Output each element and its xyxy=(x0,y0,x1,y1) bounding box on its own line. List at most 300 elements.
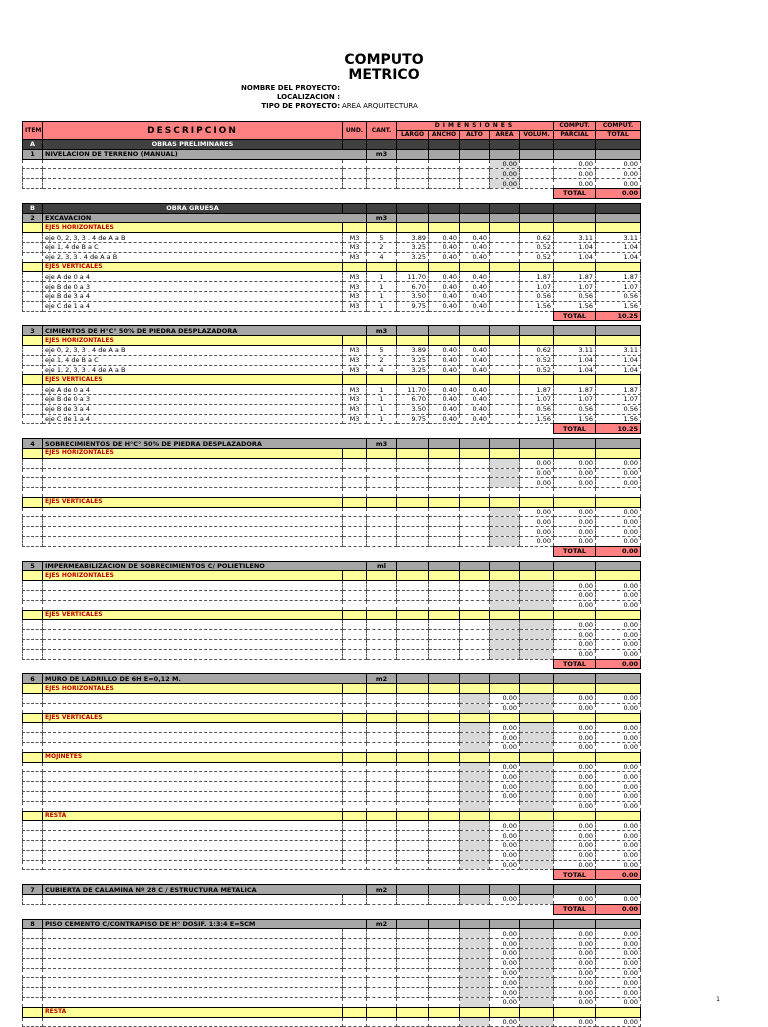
item-cell xyxy=(520,439,554,449)
cell-largo xyxy=(397,968,429,978)
cell-unit xyxy=(343,792,367,802)
cell-description xyxy=(43,831,343,841)
cell-item xyxy=(23,458,43,468)
cell-volum xyxy=(520,169,554,179)
cell-total: 0.00 xyxy=(596,782,641,792)
cell-item xyxy=(23,978,43,988)
subgroup-cell xyxy=(367,1007,397,1017)
table-row xyxy=(23,894,641,904)
subgroup-label: EJES VERTICALES xyxy=(43,610,343,620)
item-unit: m3 xyxy=(367,149,397,159)
item-cell xyxy=(596,149,641,159)
cell-largo xyxy=(397,179,429,189)
cell-parcial: 0.00 xyxy=(554,968,596,978)
subgroup-cell xyxy=(596,223,641,233)
cell-volum xyxy=(520,772,554,782)
subgroup-row xyxy=(23,684,641,694)
subgroup-cell xyxy=(343,752,367,762)
subgroup-cell xyxy=(343,684,367,694)
cell-unit: M3 xyxy=(343,355,367,365)
cell-volum xyxy=(520,801,554,811)
cell-total: 0.00 xyxy=(596,792,641,802)
cell-largo xyxy=(397,939,429,949)
item-description: PISO CEMENTO C/CONTRAPISO DE H° DOSIF. 1:3:4 E=5CM xyxy=(43,919,367,929)
section-cell xyxy=(490,203,520,213)
cell-total: 1.04 xyxy=(596,242,641,252)
cell-area xyxy=(490,291,520,301)
table-row xyxy=(23,581,641,591)
header-dimensiones: DIMENSIONES xyxy=(397,122,554,131)
cell-volum xyxy=(520,929,554,939)
item-cell xyxy=(490,149,520,159)
cell-area: 0.00 xyxy=(490,997,520,1007)
cell-largo: 3.25 xyxy=(397,242,429,252)
cell-description xyxy=(43,968,343,978)
table-row xyxy=(23,840,641,850)
cell-volum xyxy=(520,640,554,650)
subgroup-cell xyxy=(23,752,43,762)
item-cell xyxy=(554,885,596,895)
subgroup-cell xyxy=(490,262,520,272)
table-row xyxy=(23,968,641,978)
cell-item xyxy=(23,694,43,704)
cell-largo xyxy=(397,527,429,537)
item-cell xyxy=(596,439,641,449)
item-cell xyxy=(397,326,429,336)
cell-cant xyxy=(367,782,397,792)
cell-description xyxy=(43,527,343,537)
cell-cant xyxy=(367,537,397,547)
cell-description xyxy=(43,179,343,189)
subgroup-cell xyxy=(460,497,490,507)
cell-ancho xyxy=(429,958,460,968)
cell-alto xyxy=(460,958,490,968)
cell-total: 0.00 xyxy=(596,948,641,958)
cell-item xyxy=(23,894,43,904)
subgroup-row xyxy=(23,448,641,458)
item-cell xyxy=(397,885,429,895)
cell-description xyxy=(43,939,343,949)
cell-description xyxy=(43,978,343,988)
cell-description: eje C de 1 a 4 xyxy=(43,414,343,424)
item-number: 4 xyxy=(23,439,43,449)
section-row xyxy=(23,203,641,213)
cell-cant xyxy=(367,159,397,169)
table-row xyxy=(23,233,641,243)
cell-unit xyxy=(343,507,367,517)
cell-alto: 0.40 xyxy=(460,414,490,424)
cell-alto xyxy=(460,743,490,753)
cell-ancho xyxy=(429,517,460,527)
cell-ancho xyxy=(429,694,460,704)
table-row xyxy=(23,242,641,252)
section-cell xyxy=(520,140,554,150)
subgroup-label: MOJINETES xyxy=(43,752,343,762)
cell-unit xyxy=(343,782,367,792)
item-row xyxy=(23,149,641,159)
cell-volum: 0.00 xyxy=(520,537,554,547)
subgroup-cell xyxy=(23,497,43,507)
cell-volum: 0.52 xyxy=(520,355,554,365)
subgroup-cell xyxy=(23,684,43,694)
cell-parcial: 0.00 xyxy=(554,537,596,547)
subgroup-cell xyxy=(23,1007,43,1017)
total-row xyxy=(23,311,641,321)
cell-unit xyxy=(343,703,367,713)
cell-parcial: 0.00 xyxy=(554,478,596,488)
cell-description xyxy=(43,581,343,591)
cell-alto xyxy=(460,723,490,733)
total-label: TOTAL xyxy=(554,311,596,321)
cell-unit: M3 xyxy=(343,414,367,424)
cell-area xyxy=(490,282,520,292)
cell-ancho xyxy=(429,821,460,831)
cell-unit xyxy=(343,527,367,537)
cell-parcial: 0.00 xyxy=(554,600,596,610)
cell-cant xyxy=(367,948,397,958)
item-cell xyxy=(520,674,554,684)
cell-cant xyxy=(367,581,397,591)
cell-unit xyxy=(343,517,367,527)
cell-largo xyxy=(397,929,429,939)
item-cell xyxy=(429,885,460,895)
subgroup-cell xyxy=(397,497,429,507)
cell-largo xyxy=(397,894,429,904)
table-row xyxy=(23,458,641,468)
cell-cant xyxy=(367,792,397,802)
item-cell xyxy=(596,561,641,571)
subgroup-cell xyxy=(520,571,554,581)
cell-alto: 0.40 xyxy=(460,365,490,375)
cell-cant xyxy=(367,458,397,468)
cell-alto xyxy=(460,792,490,802)
cell-description xyxy=(43,762,343,772)
table-row xyxy=(23,537,641,547)
cell-ancho xyxy=(429,733,460,743)
subgroup-cell xyxy=(490,684,520,694)
cell-area xyxy=(490,620,520,630)
cell-cant xyxy=(367,831,397,841)
subgroup-row xyxy=(23,571,641,581)
subgroup-cell xyxy=(460,713,490,723)
cell-unit xyxy=(343,159,367,169)
total-row xyxy=(23,870,641,880)
section-cell xyxy=(343,203,367,213)
item-cell xyxy=(460,919,490,929)
cell-description xyxy=(43,537,343,547)
cell-alto xyxy=(460,968,490,978)
cell-area: 0.00 xyxy=(490,821,520,831)
table-row xyxy=(23,948,641,958)
cell-cant xyxy=(367,840,397,850)
table-row xyxy=(23,527,641,537)
subgroup-cell xyxy=(490,375,520,385)
cell-largo: 3.89 xyxy=(397,233,429,243)
cell-parcial: 3.11 xyxy=(554,233,596,243)
cell-description xyxy=(43,649,343,659)
cell-alto xyxy=(460,591,490,601)
cell-area xyxy=(490,488,520,498)
cell-cant xyxy=(367,762,397,772)
cell-cant xyxy=(367,1017,397,1027)
cell-parcial: 1.04 xyxy=(554,252,596,262)
cell-item xyxy=(23,233,43,243)
subgroup-cell xyxy=(429,811,460,821)
subgroup-cell xyxy=(596,375,641,385)
subgroup-cell xyxy=(554,811,596,821)
cell-volum: 0.52 xyxy=(520,252,554,262)
cell-description xyxy=(43,801,343,811)
cell-unit xyxy=(343,821,367,831)
cell-ancho xyxy=(429,978,460,988)
cell-total: 0.00 xyxy=(596,468,641,478)
cell-volum xyxy=(520,958,554,968)
cell-cant xyxy=(367,649,397,659)
cell-unit xyxy=(343,458,367,468)
subgroup-cell xyxy=(596,571,641,581)
cell-total: 0.00 xyxy=(596,478,641,488)
subgroup-cell xyxy=(520,497,554,507)
project-name-row xyxy=(0,84,340,93)
cell-total: 0.00 xyxy=(596,159,641,169)
subgroup-cell xyxy=(554,497,596,507)
cell-cant xyxy=(367,488,397,498)
cell-area: 0.00 xyxy=(490,850,520,860)
subgroup-cell xyxy=(397,811,429,821)
cell-alto xyxy=(460,458,490,468)
subgroup-cell xyxy=(520,223,554,233)
cell-area xyxy=(490,581,520,591)
cell-largo xyxy=(397,860,429,870)
cell-cant: 1 xyxy=(367,301,397,311)
cell-ancho: 0.40 xyxy=(429,385,460,395)
total-label: TOTAL xyxy=(554,546,596,556)
table-row xyxy=(23,591,641,601)
table-row xyxy=(23,694,641,704)
cell-alto xyxy=(460,640,490,650)
item-cell xyxy=(596,213,641,223)
cell-largo xyxy=(397,620,429,630)
table-row xyxy=(23,997,641,1007)
table-row xyxy=(23,1017,641,1027)
cell-description: eje B de 0 a 3 xyxy=(43,394,343,404)
cell-alto xyxy=(460,694,490,704)
section-cell xyxy=(596,140,641,150)
cell-unit xyxy=(343,694,367,704)
cell-alto xyxy=(460,159,490,169)
subgroup-cell xyxy=(23,223,43,233)
cell-total: 3.11 xyxy=(596,233,641,243)
cell-cant: 1 xyxy=(367,272,397,282)
subgroup-cell xyxy=(23,610,43,620)
cell-item xyxy=(23,291,43,301)
cell-alto xyxy=(460,801,490,811)
total-value: 0.00 xyxy=(596,546,641,556)
cell-description xyxy=(43,929,343,939)
cell-ancho xyxy=(429,581,460,591)
cell-cant xyxy=(367,517,397,527)
header-largo: LARGO xyxy=(397,131,429,140)
table-row xyxy=(23,365,641,375)
cell-parcial: 0.00 xyxy=(554,517,596,527)
cell-total: 0.00 xyxy=(596,694,641,704)
cell-volum xyxy=(520,694,554,704)
cell-total: 0.00 xyxy=(596,723,641,733)
cell-volum xyxy=(520,581,554,591)
cell-largo xyxy=(397,733,429,743)
cell-ancho: 0.40 xyxy=(429,252,460,262)
cell-ancho xyxy=(429,743,460,753)
table-row xyxy=(23,831,641,841)
cell-parcial: 0.00 xyxy=(554,507,596,517)
item-description: CIMIENTOS DE H°C° 50% DE PIEDRA DESPLAZADORA xyxy=(43,326,367,336)
cell-largo: 3.25 xyxy=(397,355,429,365)
cell-cant xyxy=(367,743,397,753)
cell-total: 3.11 xyxy=(596,345,641,355)
cell-parcial: 0.00 xyxy=(554,792,596,802)
cell-area: 0.00 xyxy=(490,939,520,949)
subgroup-row xyxy=(23,336,641,346)
subgroup-cell xyxy=(490,497,520,507)
cell-area: 0.00 xyxy=(490,929,520,939)
cell-unit xyxy=(343,860,367,870)
cell-alto xyxy=(460,772,490,782)
cell-alto: 0.40 xyxy=(460,242,490,252)
cell-ancho xyxy=(429,860,460,870)
cell-item xyxy=(23,365,43,375)
cell-total: 0.00 xyxy=(596,772,641,782)
cell-volum: 1.87 xyxy=(520,272,554,282)
cell-parcial: 0.00 xyxy=(554,159,596,169)
subgroup-row xyxy=(23,713,641,723)
cell-alto xyxy=(460,488,490,498)
header-area: AREA xyxy=(490,131,520,140)
subgroup-cell xyxy=(554,262,596,272)
cell-item xyxy=(23,821,43,831)
cell-largo xyxy=(397,997,429,1007)
cell-item xyxy=(23,640,43,650)
cell-cant xyxy=(367,939,397,949)
cell-parcial xyxy=(554,488,596,498)
cell-largo xyxy=(397,468,429,478)
cell-volum: 1.07 xyxy=(520,282,554,292)
cell-total: 0.00 xyxy=(596,581,641,591)
cell-alto xyxy=(460,468,490,478)
cell-total: 0.00 xyxy=(596,620,641,630)
total-spacer xyxy=(23,311,554,321)
cell-total: 0.56 xyxy=(596,291,641,301)
item-unit: m2 xyxy=(367,885,397,895)
cell-item xyxy=(23,282,43,292)
item-cell xyxy=(429,213,460,223)
subgroup-cell xyxy=(397,713,429,723)
item-cell xyxy=(397,439,429,449)
cell-item xyxy=(23,840,43,850)
cell-parcial: 0.00 xyxy=(554,179,596,189)
item-cell xyxy=(429,674,460,684)
cell-cant xyxy=(367,640,397,650)
cell-largo xyxy=(397,591,429,601)
table-row xyxy=(23,649,641,659)
subgroup-cell xyxy=(23,713,43,723)
cell-total: 0.00 xyxy=(596,507,641,517)
cell-unit: M3 xyxy=(343,345,367,355)
cell-item xyxy=(23,620,43,630)
cell-parcial: 1.04 xyxy=(554,242,596,252)
cell-ancho xyxy=(429,988,460,998)
project-type-row xyxy=(0,102,340,111)
total-value: 10.25 xyxy=(596,311,641,321)
cell-area: 0.00 xyxy=(490,958,520,968)
total-spacer xyxy=(23,546,554,556)
cell-description xyxy=(43,169,343,179)
subgroup-label: RESTA xyxy=(43,1007,343,1017)
cell-ancho xyxy=(429,507,460,517)
cell-description xyxy=(43,772,343,782)
subgroup-cell xyxy=(596,448,641,458)
total-spacer xyxy=(23,904,554,914)
cell-alto: 0.40 xyxy=(460,252,490,262)
item-cell xyxy=(520,326,554,336)
cell-area: 0.00 xyxy=(490,978,520,988)
item-cell xyxy=(429,919,460,929)
total-label: TOTAL xyxy=(554,424,596,434)
cell-item xyxy=(23,272,43,282)
cell-total: 0.00 xyxy=(596,860,641,870)
table-row xyxy=(23,345,641,355)
cell-item xyxy=(23,179,43,189)
cell-total: 1.87 xyxy=(596,272,641,282)
cell-volum xyxy=(520,860,554,870)
cell-largo xyxy=(397,772,429,782)
item-description: MURO DE LADRILLO DE 6H E=0,12 M. xyxy=(43,674,367,684)
subgroup-cell xyxy=(554,752,596,762)
subgroup-cell xyxy=(460,610,490,620)
cell-unit xyxy=(343,179,367,189)
cell-unit xyxy=(343,600,367,610)
cell-cant xyxy=(367,860,397,870)
cell-unit xyxy=(343,939,367,949)
item-unit: m3 xyxy=(367,326,397,336)
cell-unit: M3 xyxy=(343,404,367,414)
cell-description: eje 1, 4 de B a C xyxy=(43,242,343,252)
subgroup-label: EJES HORIZONTALES xyxy=(43,684,343,694)
cell-area xyxy=(490,414,520,424)
cell-item xyxy=(23,468,43,478)
subgroup-cell xyxy=(367,497,397,507)
cell-parcial: 0.00 xyxy=(554,978,596,988)
cell-area: 0.00 xyxy=(490,762,520,772)
item-cell xyxy=(490,919,520,929)
cell-largo xyxy=(397,488,429,498)
subgroup-cell xyxy=(397,375,429,385)
cell-item xyxy=(23,478,43,488)
cell-largo xyxy=(397,782,429,792)
subgroup-row xyxy=(23,497,641,507)
table-row xyxy=(23,478,641,488)
item-cell xyxy=(429,439,460,449)
cell-ancho xyxy=(429,527,460,537)
item-description: IMPERMEABILIZACION DE SOBRECIMIENTOS C/ POLIETILENO xyxy=(43,561,367,571)
cell-total: 0.00 xyxy=(596,1017,641,1027)
cell-area xyxy=(490,252,520,262)
cell-cant xyxy=(367,978,397,988)
subgroup-cell xyxy=(596,497,641,507)
subgroup-cell xyxy=(429,448,460,458)
total-spacer xyxy=(23,659,554,669)
item-row xyxy=(23,919,641,929)
cell-largo xyxy=(397,988,429,998)
